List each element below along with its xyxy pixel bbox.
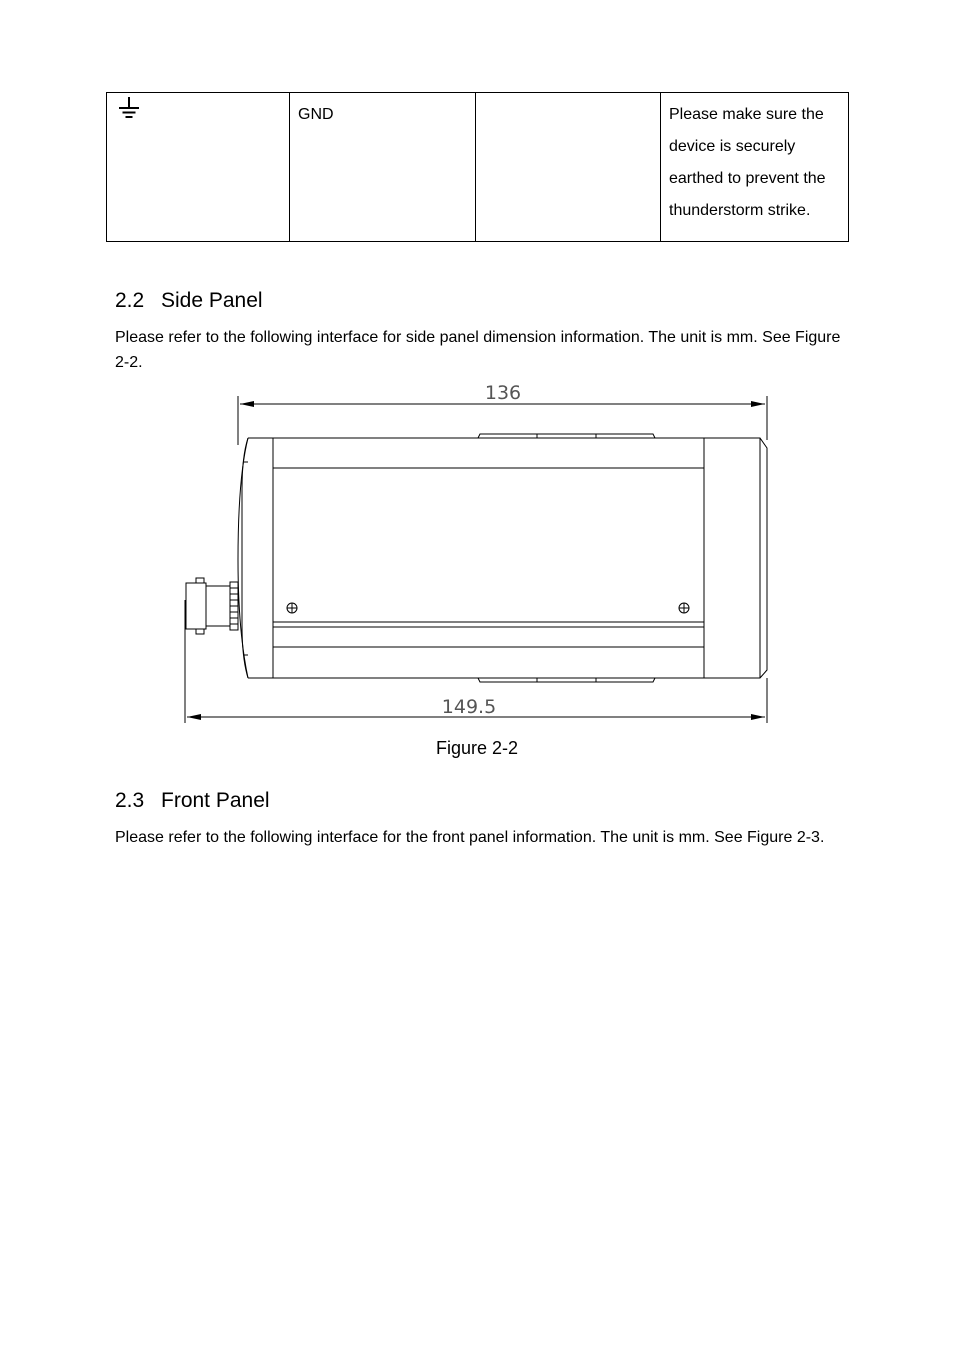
ground-icon [117,96,143,122]
table-cell-note: Please make sure the device is securely earthed to prevent the thunderstorm strike. [661,93,849,242]
dimension-label-bottom: 149.5 [441,696,497,718]
section-number: 2.2 [115,289,145,312]
extension-lines [185,396,767,723]
figure-caption: Figure 2-2 [435,738,519,758]
side-panel-drawing [180,378,780,728]
table-cell-icon [107,93,290,242]
table-cell-empty [476,93,661,242]
side-panel-paragraph: Please refer to the following interface for side panel dimension information. The unit is mm. See Figure 2-2. [115,329,841,371]
camera-body [186,434,767,682]
table-row [107,93,849,242]
front-panel-paragraph: Please refer to the following interface for the front panel information. The unit is mm. See Figure 2-3. [115,829,825,846]
table-cell-name: GND [290,93,476,242]
section-heading-side-panel [115,288,263,314]
dimension-label-top: 136 [484,382,522,404]
pin-table [106,92,849,242]
screw-left [287,603,297,613]
section-title: Front Panel [161,789,270,812]
section-number: 2.3 [115,789,145,812]
section-heading-front-panel [115,788,270,814]
section-title: Side Panel [161,289,263,312]
screw-right [679,603,689,613]
